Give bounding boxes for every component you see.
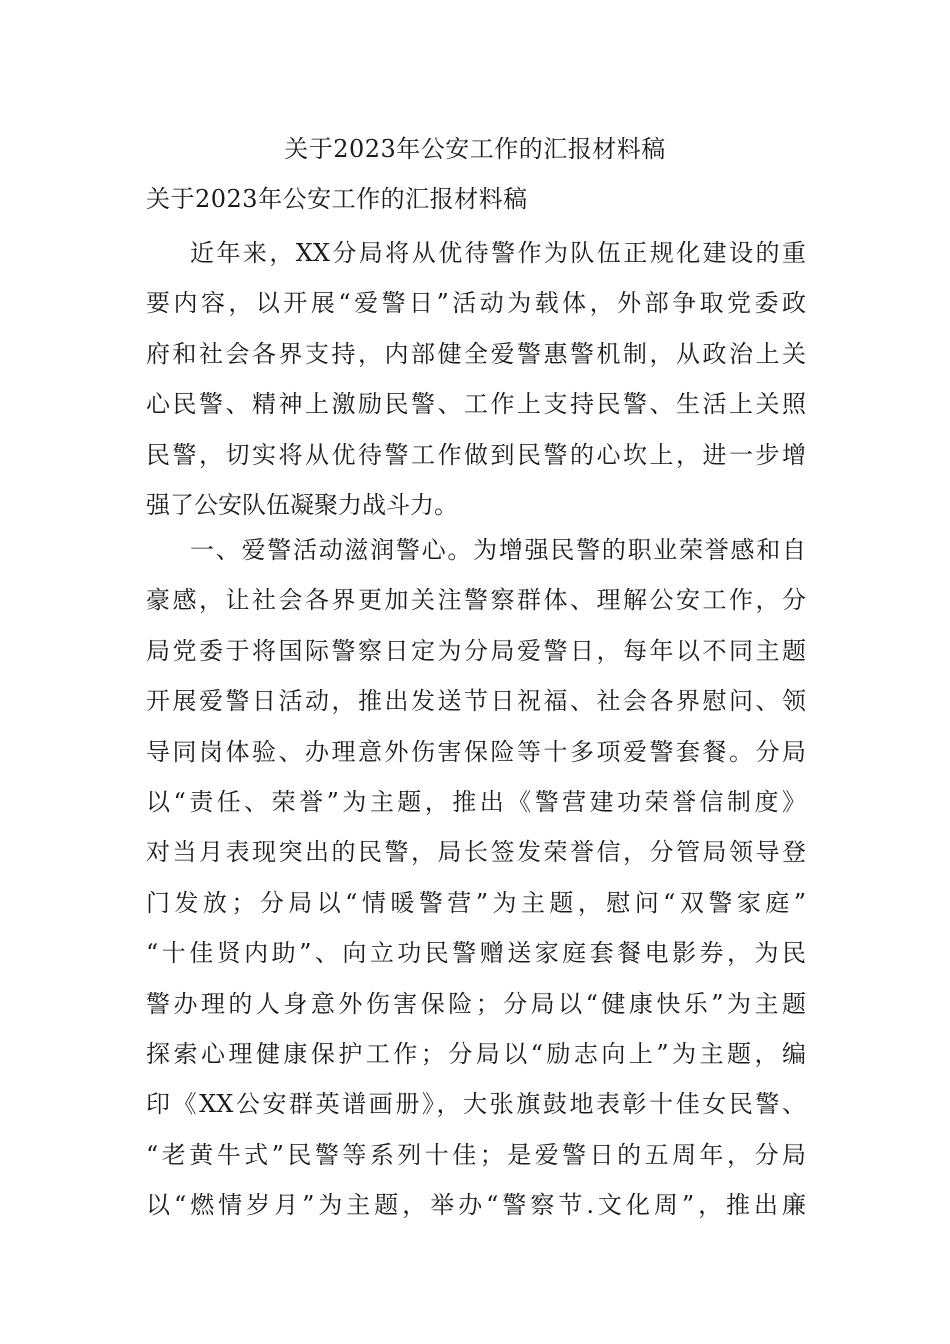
paragraph-line: 民警，切实将从优待警工作做到民警的心坎上，进一步增 [146, 440, 806, 469]
paragraph-line: 对当月表现突出的民警，局长签发荣誉信，分管局领导登 [146, 838, 806, 867]
paragraph-line: 开展爱警日活动，推出发送节日祝福、社会各界慰问、领 [146, 687, 806, 716]
paragraph-line: “十佳贤内助”、向立功民警赠送家庭套餐电影券，为民 [146, 939, 806, 968]
paragraph-line: “老黄牛式”民警等系列十佳；是爱警日的五周年，分局 [146, 1140, 806, 1169]
paragraph-line: 一、爱警活动滋润警心。为增强民警的职业荣誉感和自 [190, 536, 806, 564]
paragraph-line: 豪感，让社会各界更加关注警察群体、理解公安工作，分 [146, 586, 806, 615]
paragraph-line: 要内容，以开展“爱警日”活动为载体，外部争取党委政 [146, 289, 806, 318]
paragraph-line: 警办理的人身意外伤害保险；分局以“健康快乐”为主题 [146, 989, 806, 1018]
paragraph-line: 心民警、精神上激励民警、工作上支持民警、生活上关照 [146, 390, 806, 419]
paragraph-intro [146, 228, 806, 530]
paragraph-section-1 [146, 525, 806, 1230]
paragraph-line: 近年来，XX分局将从优待警作为队伍正规化建设的重 [190, 239, 806, 267]
paragraph-line: 以“责任、荣誉”为主题，推出《警营建功荣誉信制度》 [146, 787, 806, 816]
paragraph-line: 府和社会各界支持，内部健全爱警惠警机制，从政治上关 [146, 339, 806, 368]
paragraph-line: 强了公安队伍凝聚力战斗力。 [146, 490, 458, 519]
document-subtitle: 关于2023年公安工作的汇报材料稿 [146, 185, 528, 213]
paragraph-line: 导同岗体验、办理意外伤害保险等十多项爱警套餐。分局 [146, 737, 806, 766]
paragraph-line: 印《XX公安群英谱画册》，大张旗鼓地表彰十佳女民警、 [146, 1090, 806, 1119]
paragraph-line: 门发放；分局以“情暖警营”为主题，慰问“双警家庭” [146, 888, 806, 917]
paragraph-line: 局党委于将国际警察日定为分局爱警日，每年以不同主题 [146, 636, 806, 665]
paragraph-line: 探索心理健康保护工作；分局以“励志向上”为主题，编 [146, 1039, 806, 1068]
document-title: 关于2023年公安工作的汇报材料稿 [284, 135, 666, 163]
paragraph-line: 以“燃情岁月”为主题，举办“警察节.文化周”，推出廉 [146, 1191, 806, 1220]
